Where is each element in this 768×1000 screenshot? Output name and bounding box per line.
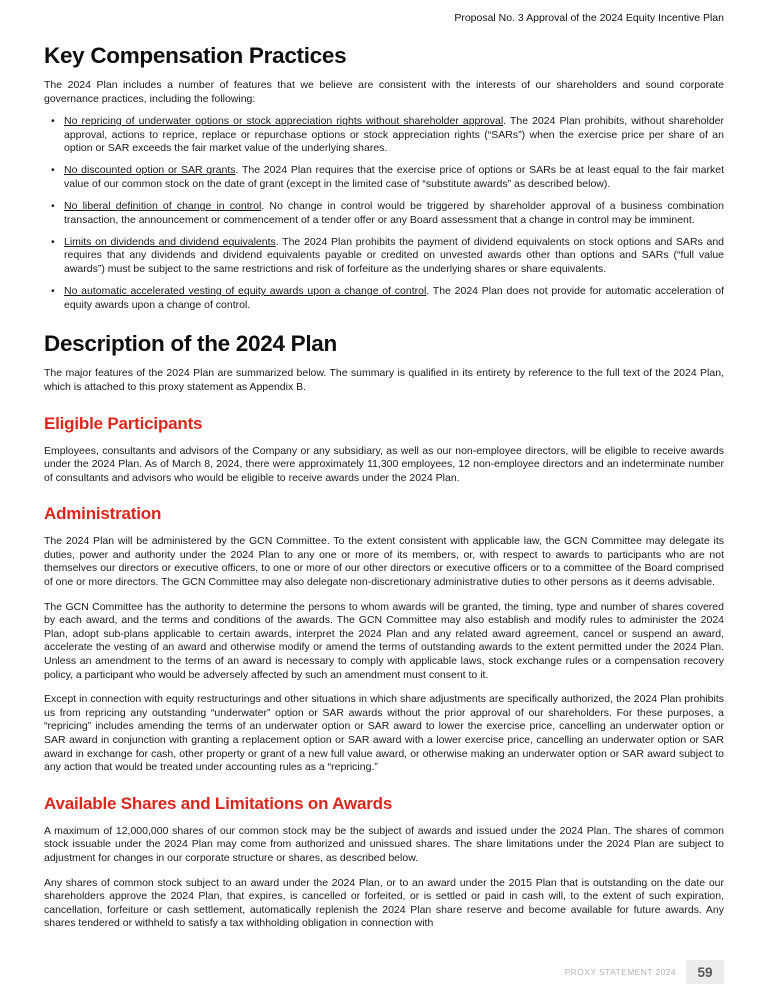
bullet-lead: No automatic accelerated vesting of equity awards upon a change of control bbox=[64, 285, 427, 298]
bullet-item-no-discounted-grants bbox=[64, 164, 724, 191]
bullet-item-limits-on-dividends bbox=[64, 236, 724, 277]
key-practices-intro: The 2024 Plan includes a number of features that we believe are consistent with the interests of our shareholders and sound corporate governance practices, including the following: bbox=[44, 79, 724, 105]
paragraph: The 2024 Plan will be administered by the GCN Committee. To the extent consistent with applicable law, the GCN Committee may delegate its duties, power and authority under the 2024 Plan to any one or more of its members, or, with respect to awards to participants who are not themselves our directors or executive officers, to one or more of our other directors or executive officers or to a committee of the Board comprised of one or more directors. The GCN Committee may also delegate non-discretionary administrative duties to other persons as it deems advisable. bbox=[44, 535, 724, 589]
bullet-item-no-liberal-definition bbox=[64, 200, 724, 227]
key-practices-bullet-list bbox=[44, 115, 724, 312]
paragraph: The GCN Committee has the authority to determine the persons to whom awards will be granted, the timing, type and number of shares covered by each award, and the terms and conditions of the awards. The GCN Committee may also establish and modify rules to administer the 2024 Plan, adopt sub-plans applicable to certain awards, interpret the 2024 Plan and any related award agreement, cancel or suspend an award, accelerate the vesting of an award and otherwise modify or amend the terms of outstanding awards to the extent permitted under the 2024 Plan. Unless an amendment to the terms of an award is necessary to comply with applicable laws, stock exchange rules or a compensation recovery policy, a participant who would be adversely affected by such an amendment must consent to it. bbox=[44, 600, 724, 681]
bullet-lead: No repricing of underwater options or stock appreciation rights without shareholder approval bbox=[64, 115, 504, 128]
bullet-lead: Limits on dividends and dividend equivalents bbox=[64, 235, 276, 248]
description-intro: The major features of the 2024 Plan are summarized below. The summary is qualified in its entirety by reference to the full text of the 2024 Plan, which is attached to this proxy statement as Appendix B. bbox=[44, 367, 724, 393]
page-number-badge: 59 bbox=[686, 960, 724, 984]
bullet-lead: No discounted option or SAR grants bbox=[64, 164, 236, 177]
bullet-text: . The 2024 Plan prohibits, without shareholder approval, actions to reprice, replace or repurchase options or stock appreciation rights (“SARs”) when the exercise price per share of an option or SAR exceeds the fair market value of the underlying shares. bbox=[64, 115, 724, 155]
bullet-item-no-accelerated-vesting bbox=[64, 285, 724, 312]
paragraph: Employees, consultants and advisors of the Company or any subsidiary, as well as our non-employee directors, will be eligible to receive awards under the 2024 Plan. As of March 8, 2024, there were approximately 11,300 employees, 12 non-employee directors and an indeterminate number of consultants and advisors who would be eligible to receive awards under the 2024 Plan. bbox=[44, 444, 724, 484]
bullet-item-no-repricing bbox=[64, 115, 724, 156]
bullet-text: . The 2024 Plan prohibits the payment of dividend equivalents on stock options and SARs and requires that any dividends and dividend equivalents payable or credited on unvested awards other than options and SARs (“full value awards”) must be subject to the same restrictions and risk of forfeiture as the underlying shares or share equivalents. bbox=[64, 235, 724, 276]
page-footer bbox=[565, 960, 724, 984]
bullet-text: . The 2024 Plan does not provide for automatic acceleration of equity awards upon a change of control. bbox=[64, 285, 724, 311]
paragraph: Any shares of common stock subject to an award under the 2024 Plan, or to an award under the 2015 Plan that is outstanding on the date our shareholders approve the 2024 Plan, that expires, is cancelled or forfeited, or is settled or paid in cash will, to the extent of such expiration, cancellation, forfeiture or cash settlement, automatically replenish the 2024 Plan share reserve and become available for future awards. Any shares tendered or withheld to satisfy a tax withholding obligation in connection with bbox=[44, 876, 724, 930]
subsection-title-eligible-participants: Eligible Participants bbox=[44, 413, 203, 433]
subsection-title-available-shares: Available Shares and Limitations on Awards bbox=[44, 793, 393, 813]
section-title-description-of-plan: Description of the 2024 Plan bbox=[44, 331, 337, 357]
section-title-key-compensation-practices: Key Compensation Practices bbox=[44, 43, 347, 68]
bullet-text: . No change in control would be triggered by shareholder approval of a business combination transaction, the announcement or commencement of a tender offer or any Board assessment that a change in control may be imminent. bbox=[64, 200, 724, 226]
paragraph: Except in connection with equity restructurings and other situations in which share adjustments are specifically authorized, the 2024 Plan prohibits us from repricing any outstanding “underwater” option or SAR awards without the prior approval of our shareholders. For these purposes, a “repricing” includes amending the terms of an underwater option or SAR award to lower the exercise price, cancelling an underwater option or SAR award in conjunction with granting a replacement option or SAR award with a lower exercise price, cancelling an underwater option or SAR award in exchange for cash, other property or grant of a new full value award, or otherwise making an underwater option or SAR award subject to any action that would be treated under accounting rules as a “repricing.” bbox=[44, 693, 724, 774]
bullet-lead: No liberal definition of change in control bbox=[64, 200, 262, 213]
bullet-text: . The 2024 Plan requires that the exercise price of options or SARs be at least equal to the fair market value of our common stock on the date of grant (except in the limited case of “substitute awards” as described below). bbox=[64, 164, 724, 191]
paragraph: A maximum of 12,000,000 shares of our common stock may be the subject of awards and issued under the 2024 Plan. The shares of common stock issuable under the 2024 Plan may come from authorized and unissued shares. The share limitations under the 2024 Plan are subject to adjustment for changes in our corporate structure or shares, as described below. bbox=[44, 824, 724, 864]
running-header: Proposal No. 3 Approval of the 2024 Equity Incentive Plan bbox=[454, 12, 724, 24]
subsection-title-administration: Administration bbox=[44, 504, 162, 524]
footer-label: PROXY STATEMENT 2024 bbox=[564, 967, 676, 977]
